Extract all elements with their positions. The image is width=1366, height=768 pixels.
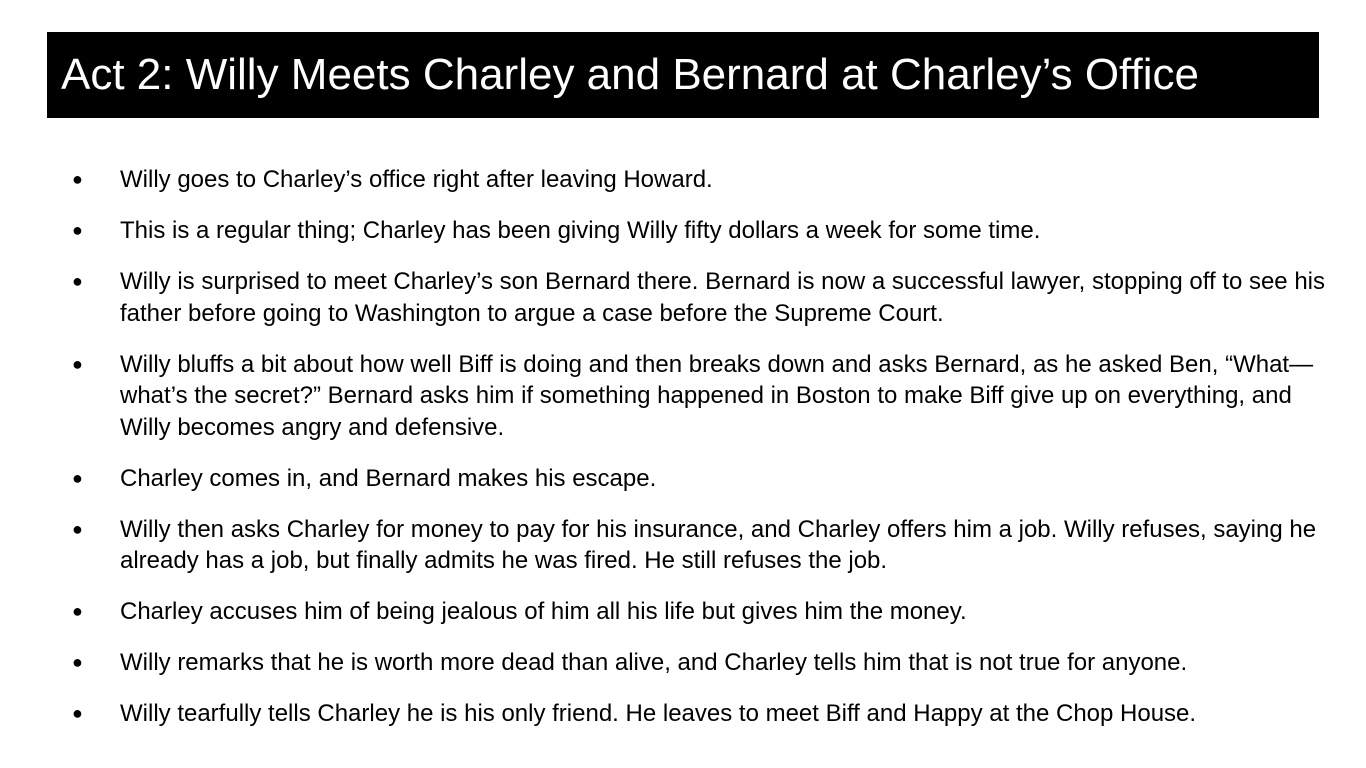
bullet-text: Charley comes in, and Bernard makes his escape. bbox=[120, 464, 657, 492]
bullet-text: Willy then asks Charley for money to pay for his insurance, and Charley offers him a job. Willy refuses, saying he already has a job, but finally admits he was fired. He still refuses the job. bbox=[120, 515, 1317, 575]
list-item bbox=[66, 266, 1326, 329]
bullet-text: This is a regular thing; Charley has been giving Willy fifty dollars a week for some time. bbox=[120, 216, 1041, 244]
bullet-icon: ● bbox=[72, 169, 83, 189]
bullet-text: Willy is surprised to meet Charley’s son Bernard there. Bernard is now a successful lawyer, stopping off to see his father before going to Washington to argue a case before the Supreme Court. bbox=[120, 267, 1326, 327]
title-bar bbox=[47, 32, 1319, 118]
list-item bbox=[66, 596, 1326, 628]
bullet-icon: ● bbox=[72, 219, 83, 240]
list-item bbox=[66, 647, 1326, 679]
list-item bbox=[66, 349, 1326, 444]
bullet-icon: ● bbox=[72, 601, 83, 622]
bullet-text: Charley accuses him of being jealous of him all his life but gives him the money. bbox=[120, 598, 967, 626]
bullet-text: Willy tearfully tells Charley he is his only friend. He leaves to meet Biff and Happy at the Chop House. bbox=[120, 700, 1197, 728]
bullet-text: Willy bluffs a bit about how well Biff is doing and then breaks down and asks Bernard, as he asked Ben, “What—what’s the secret?” Bernard asks him if something happened in Boston to make Biff give up on everything, and Willy becomes angry and defensive. bbox=[120, 350, 1314, 441]
bullet-icon: ● bbox=[72, 518, 83, 539]
list-item bbox=[66, 164, 1326, 196]
bullet-icon: ● bbox=[72, 353, 83, 374]
bullet-icon: ● bbox=[72, 270, 83, 291]
bullet-icon: ● bbox=[72, 703, 83, 724]
bullet-text: Willy remarks that he is worth more dead than alive, and Charley tells him that is not true for anyone. bbox=[120, 649, 1188, 677]
slide-title: Act 2: Willy Meets Charley and Bernard at Charley’s Office bbox=[61, 50, 1199, 99]
list-item bbox=[66, 215, 1326, 247]
list-item bbox=[66, 514, 1326, 577]
bullet-list bbox=[66, 164, 1326, 749]
bullet-icon: ● bbox=[72, 467, 83, 488]
bullet-icon: ● bbox=[72, 652, 83, 673]
list-item bbox=[66, 463, 1326, 495]
list-item bbox=[66, 698, 1326, 730]
bullet-text: Willy goes to Charley’s office right after leaving Howard. bbox=[120, 166, 713, 193]
